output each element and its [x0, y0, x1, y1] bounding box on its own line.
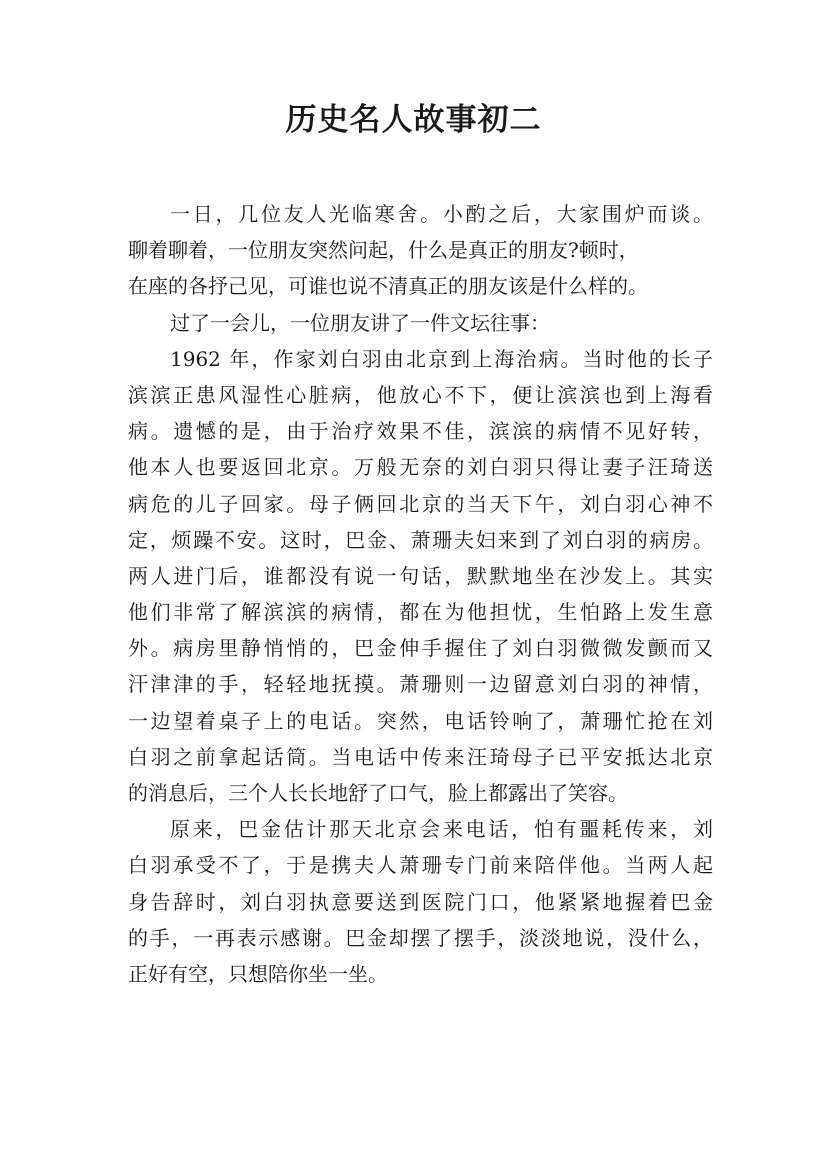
text-line: 白羽承受不了，于是携夫人萧珊专门前来陪伴他。当两人起: [128, 853, 713, 878]
text-line: 原来，巴金估计那天北京会来电话，怕有噩耗传来，刘: [170, 817, 713, 842]
text-line: 过了一会儿，一位朋友讲了一件文坛往事：: [170, 310, 550, 335]
text-line: 一日，几位友人光临寒舍。小酌之后，大家围炉而谈。: [170, 202, 713, 226]
text-line: 一边望着桌子上的电话。突然，电话铃响了，萧珊忙抢在刘: [128, 708, 713, 733]
text-line: 正好有空，只想陪你坐一坐。: [128, 961, 388, 986]
text-line: 滨滨正患风湿性心脏病，他放心不下，便让滨滨也到上海看: [128, 382, 713, 407]
text-line: 在座的各抒己见，可谁也说不清真正的朋友该是什么样的。: [128, 274, 648, 299]
text-line: 病危的儿子回家。母子俩回北京的当天下午，刘白羽心神不: [128, 491, 713, 516]
text-line: 白羽之前拿起话筒。当电话中传来汪琦母子已平安抵达北京: [128, 744, 713, 769]
text-line: 汗津津的手，轻轻地抚摸。萧珊则一边留意刘白羽的神情，: [128, 672, 713, 697]
text-line: 他们非常了解滨滨的病情，都在为他担忧，生怕路上发生意: [128, 600, 713, 625]
document-body: [128, 196, 713, 992]
text-line: 聊着聊着，一位朋友突然问起，什么是真正的朋友?顿时，: [128, 238, 639, 263]
text-line: 的消息后，三个人长长地舒了口气，脸上都露出了笑容。: [128, 781, 628, 805]
text-line: 身告辞时，刘白羽执意要送到医院门口，他紧紧地握着巴金: [128, 889, 713, 914]
text-line: 外。病房里静悄悄的，巴金伸手握住了刘白羽微微发颤而又: [128, 636, 713, 661]
text-line: 的手，一再表示感谢。巴金却摆了摆手，淡淡地说，没什么，: [128, 925, 713, 950]
text-line: 定，烦躁不安。这时，巴金、萧珊夫妇来到了刘白羽的病房。: [128, 527, 713, 552]
text-line: 两人进门后，谁都没有说一句话，默默地坐在沙发上。其实: [128, 563, 713, 588]
text-line: 他本人也要返回北京。万般无奈的刘白羽只得让妻子汪琦送: [128, 455, 713, 480]
text-line: 病。遗憾的是，由于治疗效果不佳，滨滨的病情不见好转，: [128, 419, 713, 444]
text-line: 1962 年，作家刘白羽由北京到上海治病。当时他的长子: [170, 346, 713, 371]
document-title: 历史名人故事初二: [285, 102, 542, 138]
